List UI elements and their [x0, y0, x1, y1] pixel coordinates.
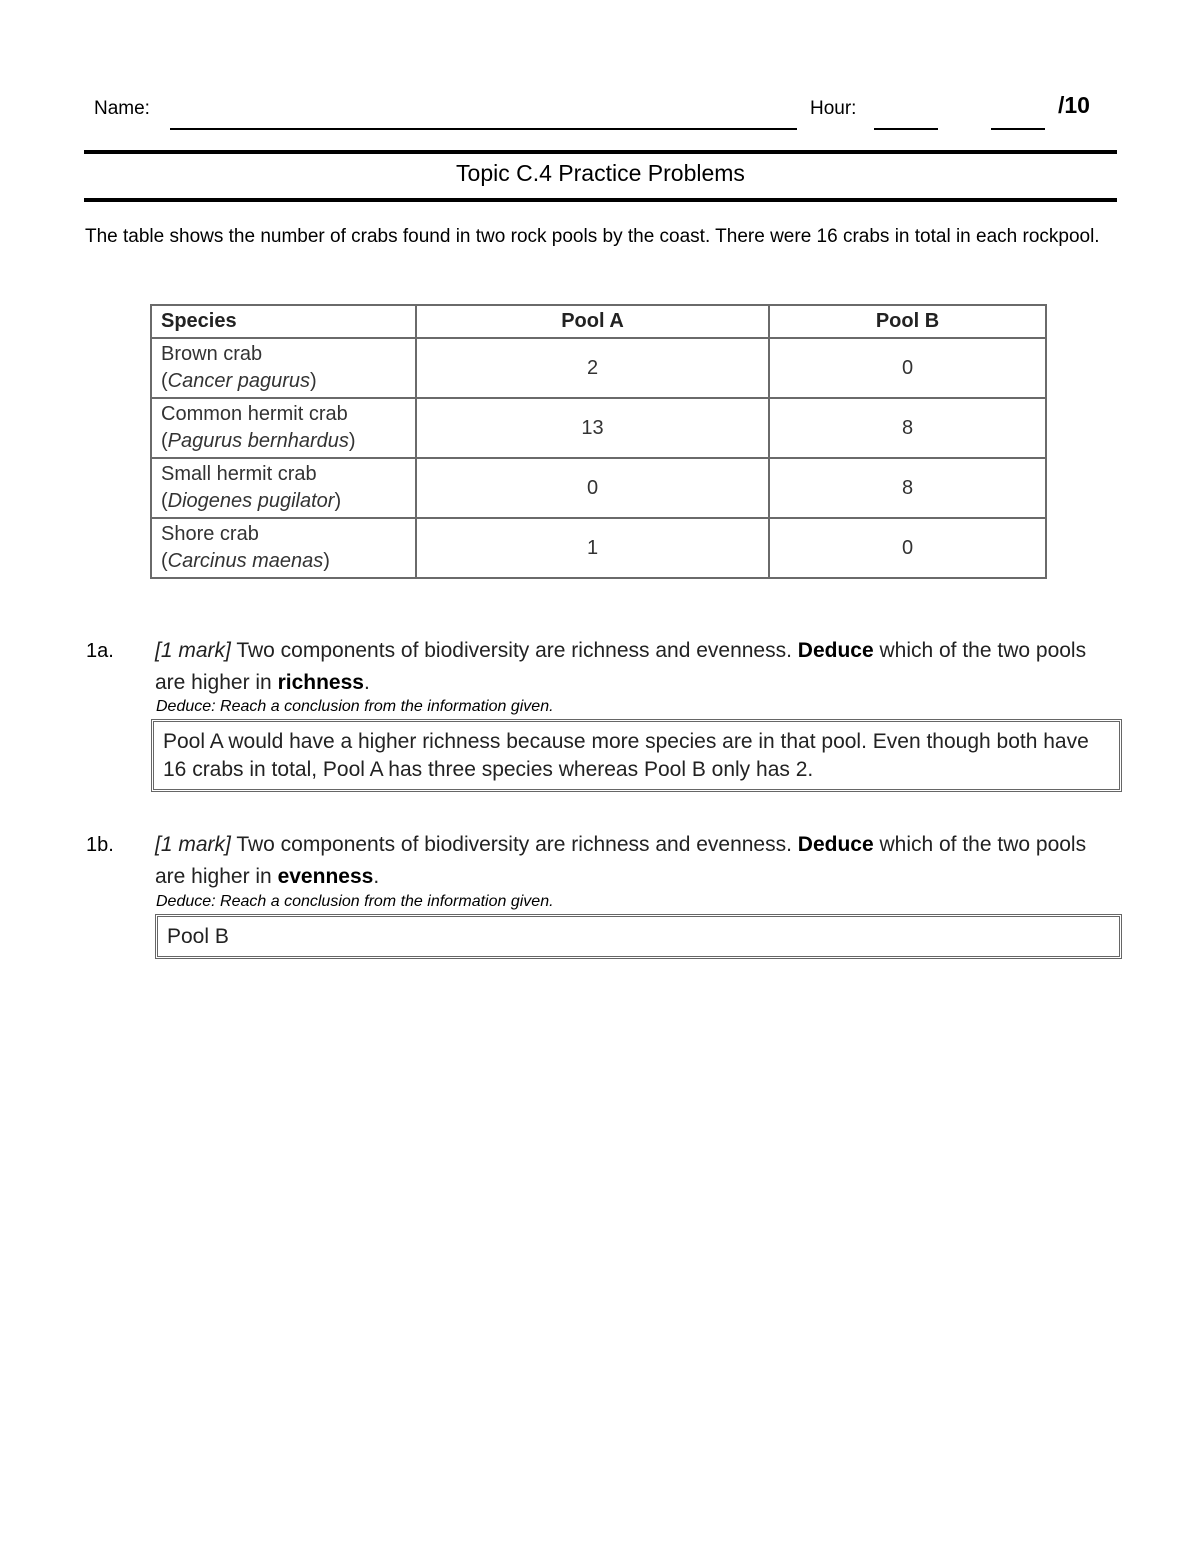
- pool-a-count: 2: [416, 338, 769, 398]
- question-1a-keyword: richness: [277, 671, 364, 694]
- species-scientific-name: Cancer pagurus: [167, 370, 310, 392]
- question-1b-answer-box[interactable]: Pool B: [155, 914, 1122, 959]
- table-row: [151, 338, 1046, 398]
- score-total: /10: [1058, 92, 1090, 118]
- question-1a-answer-box[interactable]: Pool A would have a higher richness because more species are in that pool. Even though both have 16 crabs in total, Pool A has three species whereas Pool B only has 2.: [151, 719, 1122, 792]
- species-scientific-name: Pagurus bernhardus: [167, 430, 349, 452]
- header-pool-a: Pool A: [416, 305, 769, 338]
- pool-b-count: 8: [769, 398, 1046, 458]
- question-1a-mark: [1 mark]: [155, 639, 231, 662]
- page-title: Topic C.4 Practice Problems: [456, 160, 745, 186]
- header-pool-b: Pool B: [769, 305, 1046, 338]
- question-1b-hint: Deduce: Reach a conclusion from the information given.: [156, 893, 554, 910]
- species-cell: Brown crab (Cancer pagurus): [151, 338, 416, 398]
- hour-field[interactable]: [874, 128, 938, 130]
- table-row: [151, 458, 1046, 518]
- table-header-row: [151, 305, 1046, 338]
- question-1a-command: Deduce: [797, 639, 874, 662]
- intro-text: The table shows the number of crabs found in two rock pools by the coast. There were 16 crabs in total in each rockpool.: [85, 226, 1100, 247]
- pool-a-count: 1: [416, 518, 769, 578]
- table-row: [151, 518, 1046, 578]
- question-1b-number: 1b.: [86, 834, 114, 856]
- species-common-name: Small hermit crab: [161, 463, 317, 485]
- pool-a-count: 13: [416, 398, 769, 458]
- question-1b-text: [155, 829, 1115, 893]
- header-row: [0, 92, 1200, 132]
- question-1a-hint: Deduce: Reach a conclusion from the information given.: [156, 698, 554, 715]
- species-scientific-name: Carcinus maenas: [167, 550, 324, 572]
- header-species: Species: [151, 305, 416, 338]
- title-bottom-rule: [84, 198, 1117, 202]
- question-1b-command: Deduce: [797, 833, 874, 856]
- question-1a-number: 1a.: [86, 640, 114, 662]
- species-common-name: Brown crab: [161, 343, 263, 365]
- table-row: [151, 398, 1046, 458]
- question-1b-text-part: .: [373, 865, 380, 888]
- pool-b-count: 8: [769, 458, 1046, 518]
- question-1a-text-part: .: [363, 671, 370, 694]
- pool-b-count: 0: [769, 338, 1046, 398]
- name-label: Name:: [94, 98, 150, 119]
- question-1b-text-part: Two components of biodiversity are richness and evenness.: [230, 833, 798, 856]
- pool-b-count: 0: [769, 518, 1046, 578]
- score-field[interactable]: [991, 128, 1045, 130]
- title-top-rule: [84, 150, 1117, 154]
- question-1b-text-part: which of the two pools are higher in: [155, 833, 1087, 888]
- species-cell: Common hermit crab (Pagurus bernhardus): [151, 398, 416, 458]
- question-1a-text: [155, 635, 1115, 699]
- species-scientific-name: Diogenes pugilator: [167, 490, 335, 512]
- pool-a-count: 0: [416, 458, 769, 518]
- question-1b-mark: [1 mark]: [155, 833, 231, 856]
- name-field[interactable]: [170, 128, 797, 130]
- question-1a-text-part: Two components of biodiversity are richness and evenness.: [230, 639, 798, 662]
- question-1a-text-part: which of the two pools are higher in: [155, 639, 1087, 694]
- hour-label: Hour:: [810, 98, 857, 119]
- question-1b-keyword: evenness: [277, 865, 374, 888]
- species-cell: Shore crab (Carcinus maenas): [151, 518, 416, 578]
- species-cell: Small hermit crab (Diogenes pugilator): [151, 458, 416, 518]
- crab-table: [150, 304, 1047, 579]
- species-common-name: Shore crab: [161, 523, 259, 545]
- species-common-name: Common hermit crab: [161, 403, 348, 425]
